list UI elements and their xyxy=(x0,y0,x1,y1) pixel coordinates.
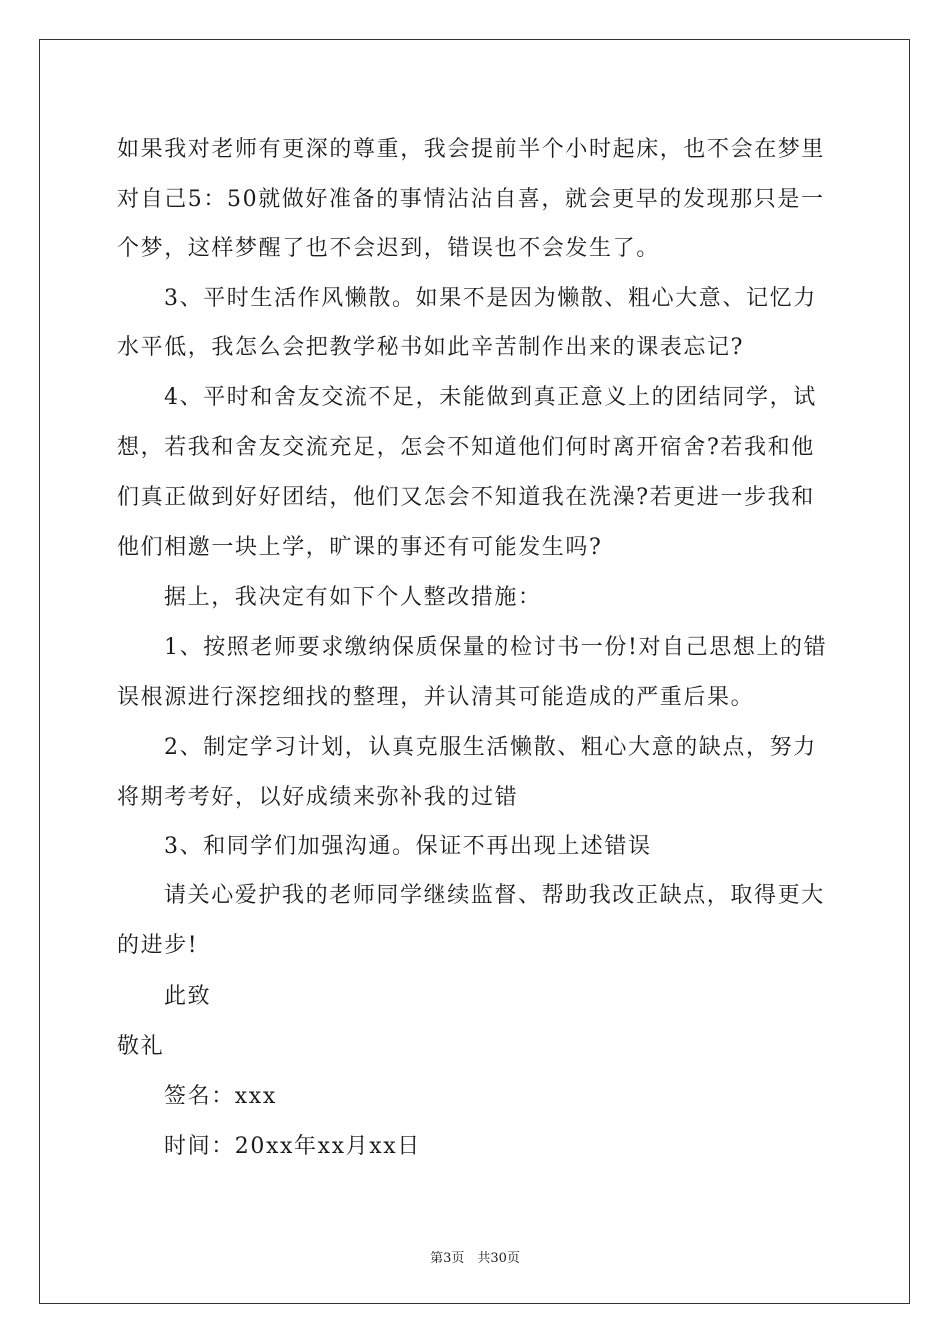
closing-salutation: 此致 xyxy=(164,984,212,1009)
text-line: 1、按照老师要求缴纳保质保量的检讨书一份!对自己思想上的错 xyxy=(164,635,828,660)
text-line: 们真正做到好好团结，他们又怎会不知道我在洗澡?若更进一步我和 xyxy=(117,485,815,510)
text-line: 3、和同学们加强沟通。保证不再出现上述错误 xyxy=(164,834,652,859)
text-line: 误根源进行深挖细找的整理，并认清其可能造成的严重后果。 xyxy=(117,685,755,710)
text-line: 请关心爱护我的老师同学继续监督、帮助我改正缺点，取得更大 xyxy=(164,883,825,908)
text-line: 对自己5：50就做好准备的事情沾沾自喜，就会更早的发现那只是一 xyxy=(117,187,825,212)
signature-line: 签名：xxx xyxy=(164,1084,277,1109)
date-line: 时间：20xx年xx月xx日 xyxy=(164,1134,421,1159)
text-line: 3、平时生活作风懒散。如果不是因为懒散、粗心大意、记忆力 xyxy=(164,286,817,311)
closing-regards: 敬礼 xyxy=(117,1034,165,1059)
text-line: 的进步! xyxy=(117,933,199,958)
text-line: 想，若我和舍友交流充足，怎会不知道他们何时离开宿舍?若我和他 xyxy=(117,435,815,460)
page-number-footer: 第3页 共30页 xyxy=(430,1251,520,1266)
text-line: 2、制定学习计划，认真克服生活懒散、粗心大意的缺点，努力 xyxy=(164,735,817,760)
text-line: 个梦，这样梦醒了也不会迟到，错误也不会发生了。 xyxy=(117,236,660,261)
text-line: 他们相邀一块上学，旷课的事还有可能发生吗? xyxy=(117,535,603,560)
text-line: 将期考考好，以好成绩来弥补我的过错 xyxy=(117,785,519,810)
text-line: 据上，我决定有如下个人整改措施： xyxy=(164,585,542,610)
text-line: 如果我对老师有更深的尊重，我会提前半个小时起床，也不会在梦里 xyxy=(117,137,826,162)
text-line: 4、平时和舍友交流不足，未能做到真正意义上的团结同学，试 xyxy=(164,385,817,410)
text-line: 水平低，我怎么会把教学秘书如此辛苦制作出来的课表忘记? xyxy=(117,335,744,360)
page-border xyxy=(39,39,910,1304)
